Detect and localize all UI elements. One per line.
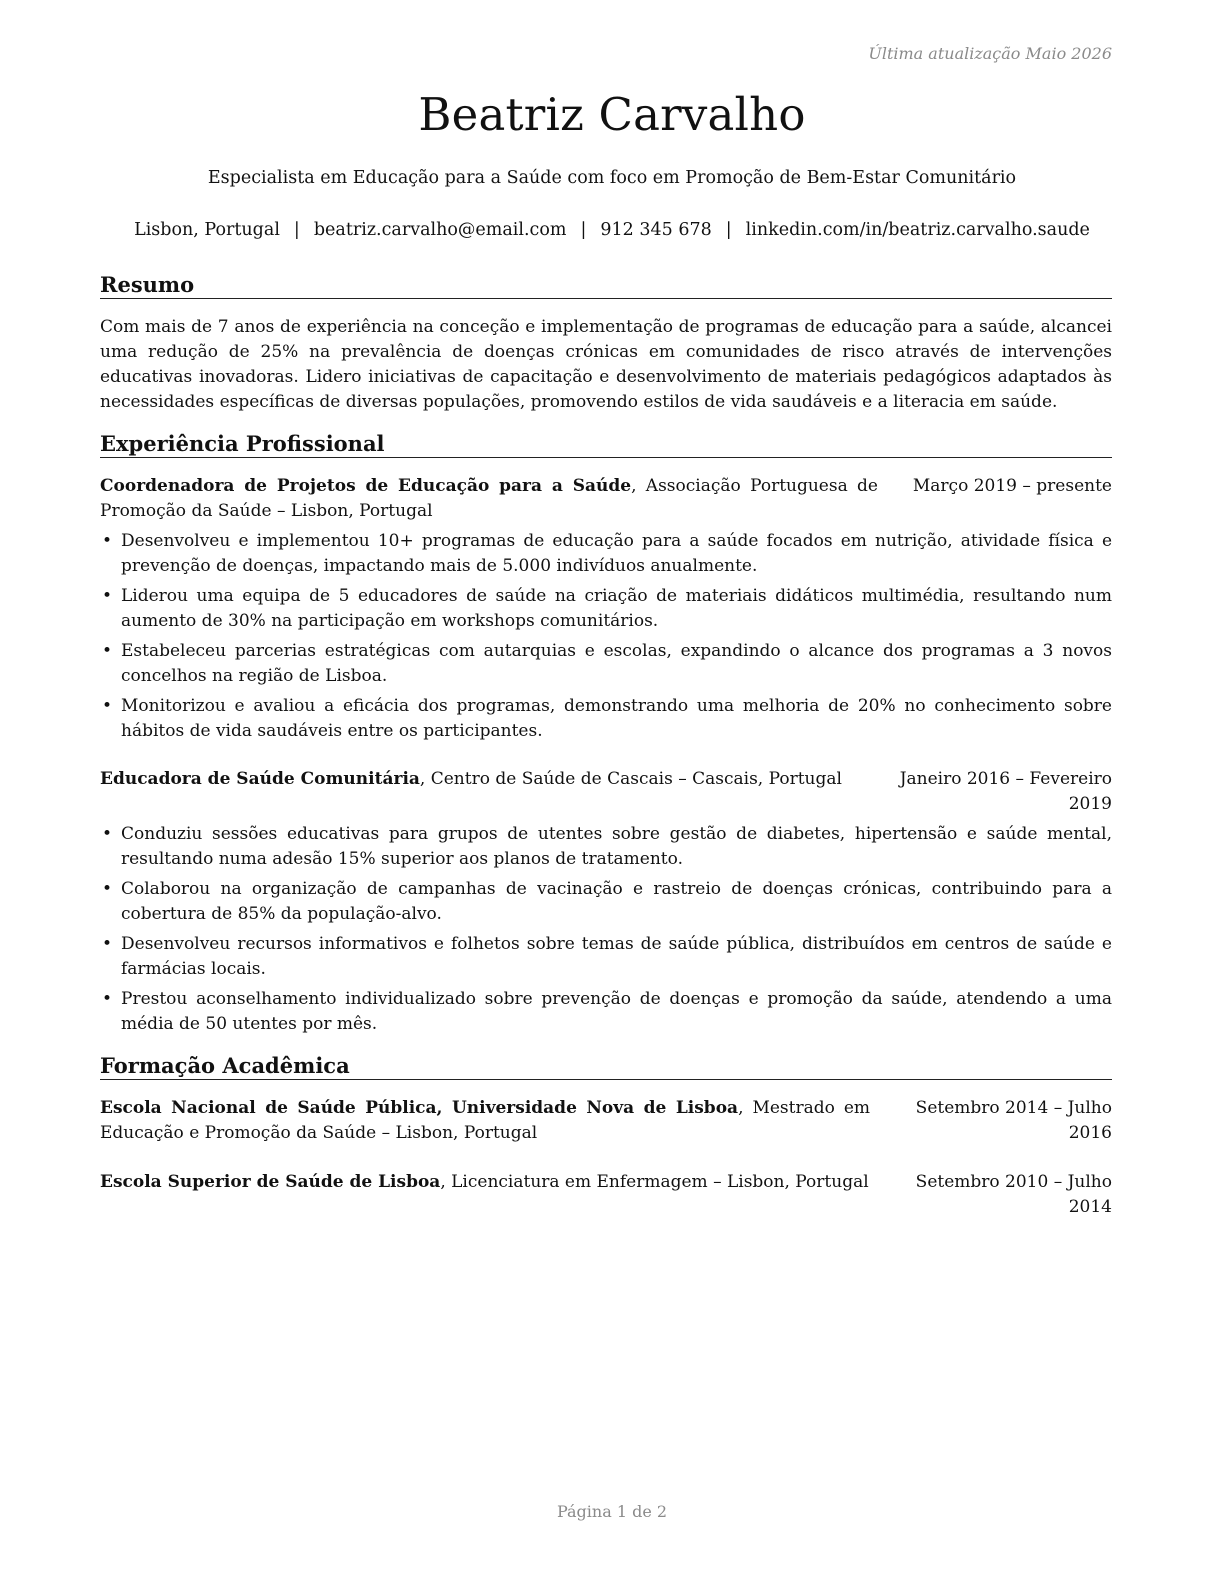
list-item: • Liderou uma equipa de 5 educadores de saúde na criação de materiais didáticos multimédia, resultando num aumento de 30% na participação em workshops comunitários. [102, 586, 1112, 631]
list-item: • Desenvolveu recursos informativos e folhetos sobre temas de saúde pública, distribuídos em centros de saúde e farmácias locais. [102, 934, 1112, 979]
contact-separator: | [725, 220, 732, 240]
bullet-marker: • [102, 641, 113, 661]
bullet-marker: • [102, 586, 113, 606]
education-school: Escola Superior de Saúde de Lisboa [100, 1172, 441, 1192]
bullet-marker: • [102, 934, 113, 954]
job-org: , Associação Portuguesa de Promoção da Saúde – Lisbon, Portugal [100, 476, 878, 521]
contact-email[interactable]: beatriz.carvalho@email.com [313, 220, 567, 240]
contact-separator: | [293, 220, 300, 240]
job-title-line [100, 474, 878, 524]
list-item: • Conduziu sessões educativas para grupos de utentes sobre gestão de diabetes, hipertensão e saúde mental, resultando numa adesão 15% superior aos planos de tratamento. [102, 824, 1112, 869]
job-dates: Março 2019 – presente [912, 476, 1112, 496]
job-bullets [100, 822, 1112, 1042]
page-number: Página 1 de 2 [556, 1502, 668, 1521]
bullet-marker: • [102, 824, 113, 844]
bullet-marker: • [102, 989, 113, 1009]
summary-text: Com mais de 7 anos de experiência na conceção e implementação de programas de educação para a saúde, alcancei uma redução de 25% na prevalência de doenças crónicas em comunidades de risco através de intervenções educativas inovadoras. Lidero iniciativas de capacitação e desenvolvimento de materiais pedagógicos adaptados às necessidades específicas de diversas populações, promovendo estilos de vida saudáveis e a literacia em saúde. [100, 317, 1112, 412]
education-degree: , Licenciatura em Enfermagem – Lisbon, Portugal [440, 1172, 869, 1192]
list-item: • Colaborou na organização de campanhas de vacinação e rastreio de doenças crónicas, contribuindo para a cobertura de 85% da população-alvo. [102, 879, 1112, 924]
bullet-marker: • [102, 879, 113, 899]
job-role: Coordenadora de Projetos de Educação para a Saúde [100, 476, 632, 496]
section-title-summary: Resumo [100, 272, 1112, 299]
education-title-line [100, 1096, 870, 1146]
education-school: Escola Nacional de Saúde Pública, Universidade Nova de Lisboa [100, 1098, 739, 1118]
contact-line [0, 220, 1224, 240]
list-item: • Monitorizou e avaliou a eficácia dos programas, demonstrando uma melhoria de 20% no conhecimento sobre hábitos de vida saudáveis entre os participantes. [102, 696, 1112, 741]
contact-separator: | [580, 220, 587, 240]
last-updated: Última atualização Maio 2026 [868, 44, 1112, 63]
contact-linkedin[interactable]: linkedin.com/in/beatriz.carvalho.saude [745, 220, 1090, 240]
education-header [100, 1170, 1112, 1220]
job-dates: Janeiro 2016 – Fevereiro 2019 [899, 769, 1112, 814]
list-item: • Desenvolveu e implementou 10+ programas de educação para a saúde focados em nutrição, atividade física e prevenção de doenças, impactando mais de 5.000 indivíduos anualmente. [102, 531, 1112, 576]
education-dates: Setembro 2010 – Julho 2014 [915, 1172, 1112, 1217]
section-title-education: Formação Acadêmica [100, 1053, 1112, 1080]
list-item: • Estabeleceu parcerias estratégicas com autarquias e escolas, expandindo o alcance dos programas a 3 novos concelhos na região de Lisboa. [102, 641, 1112, 686]
job-role: Educadora de Saúde Comunitária [100, 769, 420, 789]
education-degree: , Mestrado em Educação e Promoção da Saúde – Lisbon, Portugal [100, 1098, 870, 1143]
bullet-marker: • [102, 531, 113, 551]
job-header [100, 767, 1112, 817]
contact-location: Lisbon, Portugal [134, 220, 280, 240]
contact-phone: 912 345 678 [600, 220, 712, 240]
education-header [100, 1096, 1112, 1146]
job-org: , Centro de Saúde de Cascais – Cascais, Portugal [419, 769, 842, 789]
section-title-experience: Experiência Profissional [100, 431, 1112, 458]
bullet-marker: • [102, 696, 113, 716]
list-item: • Prestou aconselhamento individualizado sobre prevenção de doenças e promoção da saúde, atendendo a uma média de 50 utentes por mês. [102, 989, 1112, 1034]
job-title-line [100, 767, 860, 792]
education-dates: Setembro 2014 – Julho 2016 [915, 1098, 1112, 1143]
tagline: Especialista em Educação para a Saúde com foco em Promoção de Bem-Estar Comunitário [207, 168, 1017, 188]
education-title-line [100, 1170, 870, 1195]
job-header [100, 474, 1112, 524]
job-bullets [100, 529, 1112, 749]
candidate-name: Beatriz Carvalho [418, 88, 806, 141]
